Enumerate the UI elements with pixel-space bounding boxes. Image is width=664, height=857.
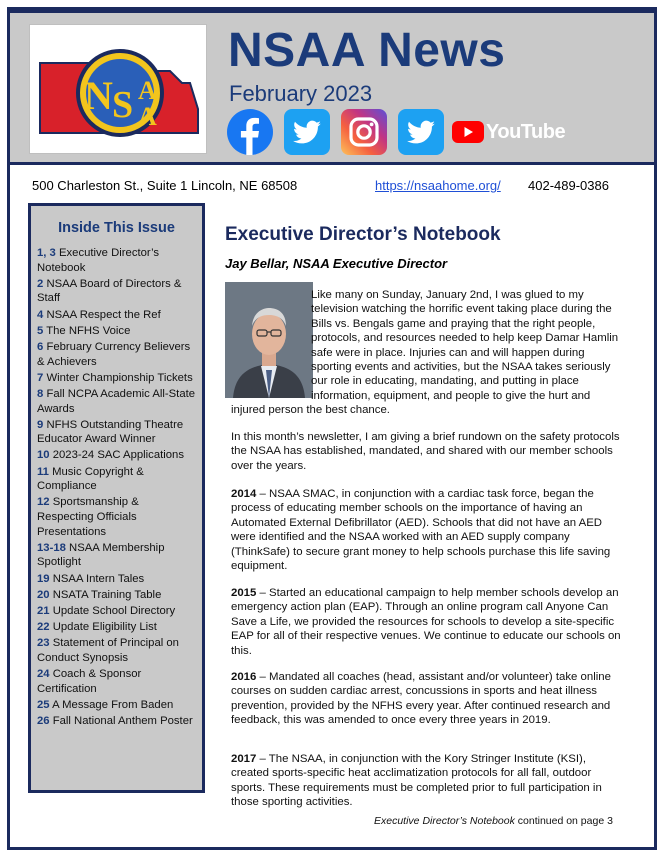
youtube-link[interactable] — [452, 117, 565, 147]
paragraph-2016: 2016 – Mandated all coaches (head, assistant and/or volunteer) take online courses on sudden cardiac arrest, concussions in sports and heat illness prevention, provided by the NFHS every year. After continued research and feedback, this was amended to once every three years in 2019. — [231, 671, 611, 727]
nsaa-logo — [29, 24, 207, 154]
paragraph-rundown: In this month’s newsletter, I am giving a brief rundown on the safety protocols the NSAA has established, mandated, and shared with our member schools over the years. — [231, 431, 620, 472]
contents-item[interactable]: 12 Sportsmanship & Respecting Officials Presentations — [37, 496, 139, 538]
article-paragraph — [231, 670, 621, 728]
inside-this-issue-box — [28, 203, 205, 793]
contents-item[interactable]: 21 Update School Directory — [37, 604, 176, 617]
paragraph-2015: 2015 – Started an educational campaign to help member schools develop an emergency action plan (EAP). Through an online program call Anyone Can Save a Life, we provided the resources for schools to develop a site-specific EAP for all of their respective venues. We continue to educate our schools on this. — [231, 587, 621, 657]
contents-item[interactable]: 8 Fall NCPA Academic All-State Awards — [37, 387, 196, 415]
contents-item[interactable]: 5 The NFHS Voice — [37, 324, 131, 337]
article-paragraph — [231, 752, 621, 810]
continued-note: Executive Director’s Notebook continued on page 3 — [374, 815, 613, 827]
contents-item[interactable]: 11 Music Copyright & Compliance — [37, 465, 144, 493]
facebook-icon[interactable] — [227, 109, 273, 155]
contents-item[interactable]: 22 Update Eligibility List — [37, 621, 157, 634]
svg-text:S: S — [112, 84, 134, 126]
contents-item[interactable]: 20 NSATA Training Table — [37, 588, 162, 601]
contact-address: 500 Charleston St., Suite 1 Lincoln, NE 68508 — [32, 178, 298, 193]
website-link[interactable]: https://nsaahome.org/ — [375, 178, 501, 193]
contents-list — [37, 246, 197, 730]
contents-item[interactable]: 9 NFHS Outstanding Theatre Educator Award Winner — [37, 418, 184, 446]
article-heading: Executive Director’s Notebook — [225, 224, 501, 245]
youtube-icon — [452, 121, 484, 143]
contents-item[interactable]: 4 NSAA Respect the Ref — [37, 308, 161, 321]
contents-item[interactable]: 2 NSAA Board of Directors & Staff — [37, 277, 182, 305]
contents-item[interactable]: 10 2023-24 SAC Applications — [37, 449, 184, 462]
contents-item[interactable]: 23 Statement of Principal on Conduct Synopsis — [37, 637, 179, 664]
svg-text:N: N — [84, 73, 113, 118]
twitter-icon[interactable] — [398, 109, 444, 155]
masthead — [10, 13, 654, 165]
svg-text:A: A — [138, 102, 157, 131]
contact-phone: 402-489-0386 — [528, 178, 609, 193]
issue-date: February 2023 — [229, 81, 373, 106]
sidebar-title: Inside This Issue — [58, 220, 175, 236]
youtube-label: YouTube — [486, 120, 566, 143]
twitter-icon[interactable] — [284, 109, 330, 155]
article-paragraph — [231, 487, 621, 573]
paragraph-2017: 2017 – The NSAA, in conjunction with the Kory Stringer Institute (KSI), created sports-specific heat acclimatization protocols for all fall, outdoor sports. These requirements must be completed prior to full participation in those sporting activities. — [231, 753, 602, 809]
contents-item[interactable]: 24 Coach & Sponsor Certification — [37, 668, 142, 695]
contents-item[interactable]: 1, 3 Executive Director’s Notebook — [37, 247, 160, 274]
svg-text:A: A — [138, 76, 157, 105]
contents-item[interactable]: 25 A Message From Baden — [37, 698, 174, 711]
paragraph-2014: 2014 – NSAA SMAC, in conjunction with a cardiac task force, began the process of educating member schools on the importance of having an Automated External Defibrillator (AED). Schools that did not have an AED were identified and the NSAA worked with an AED supply company (ThinkSafe) to secure grant money to help schools purchase this life saving equipment. — [231, 488, 611, 573]
article-byline: Jay Bellar, NSAA Executive Director — [225, 256, 448, 271]
contents-item[interactable]: 6 February Currency Believers & Achievers — [37, 340, 191, 368]
contents-item[interactable]: 19 NSAA Intern Tales — [37, 572, 145, 585]
contents-item[interactable]: 13-18 NSAA Membership Spotlight — [37, 541, 165, 569]
contents-item[interactable]: 26 Fall National Anthem Poster — [37, 715, 193, 728]
newsletter-title: NSAA News — [228, 24, 506, 77]
instagram-icon[interactable] — [341, 109, 387, 155]
article-paragraph — [231, 586, 621, 658]
article-paragraph — [231, 430, 621, 473]
contents-item[interactable]: 7 Winter Championship Tickets — [37, 371, 193, 384]
article-paragraph — [231, 288, 621, 418]
paragraph-intro: Like many on Sunday, January 2nd, I was glued to my television watching the horrific event taking place during the Bills vs. Bengals game and praying that the right people, protocols, and resources needed to help keep Damar Hamlin safe were in place. Injuries can and will happen during sporting events and activities, but the NSAA takes seriously our role in educating, mandating, and putting in place information, equipment, and people to give the hurt and injured person the best chance. — [231, 289, 619, 417]
